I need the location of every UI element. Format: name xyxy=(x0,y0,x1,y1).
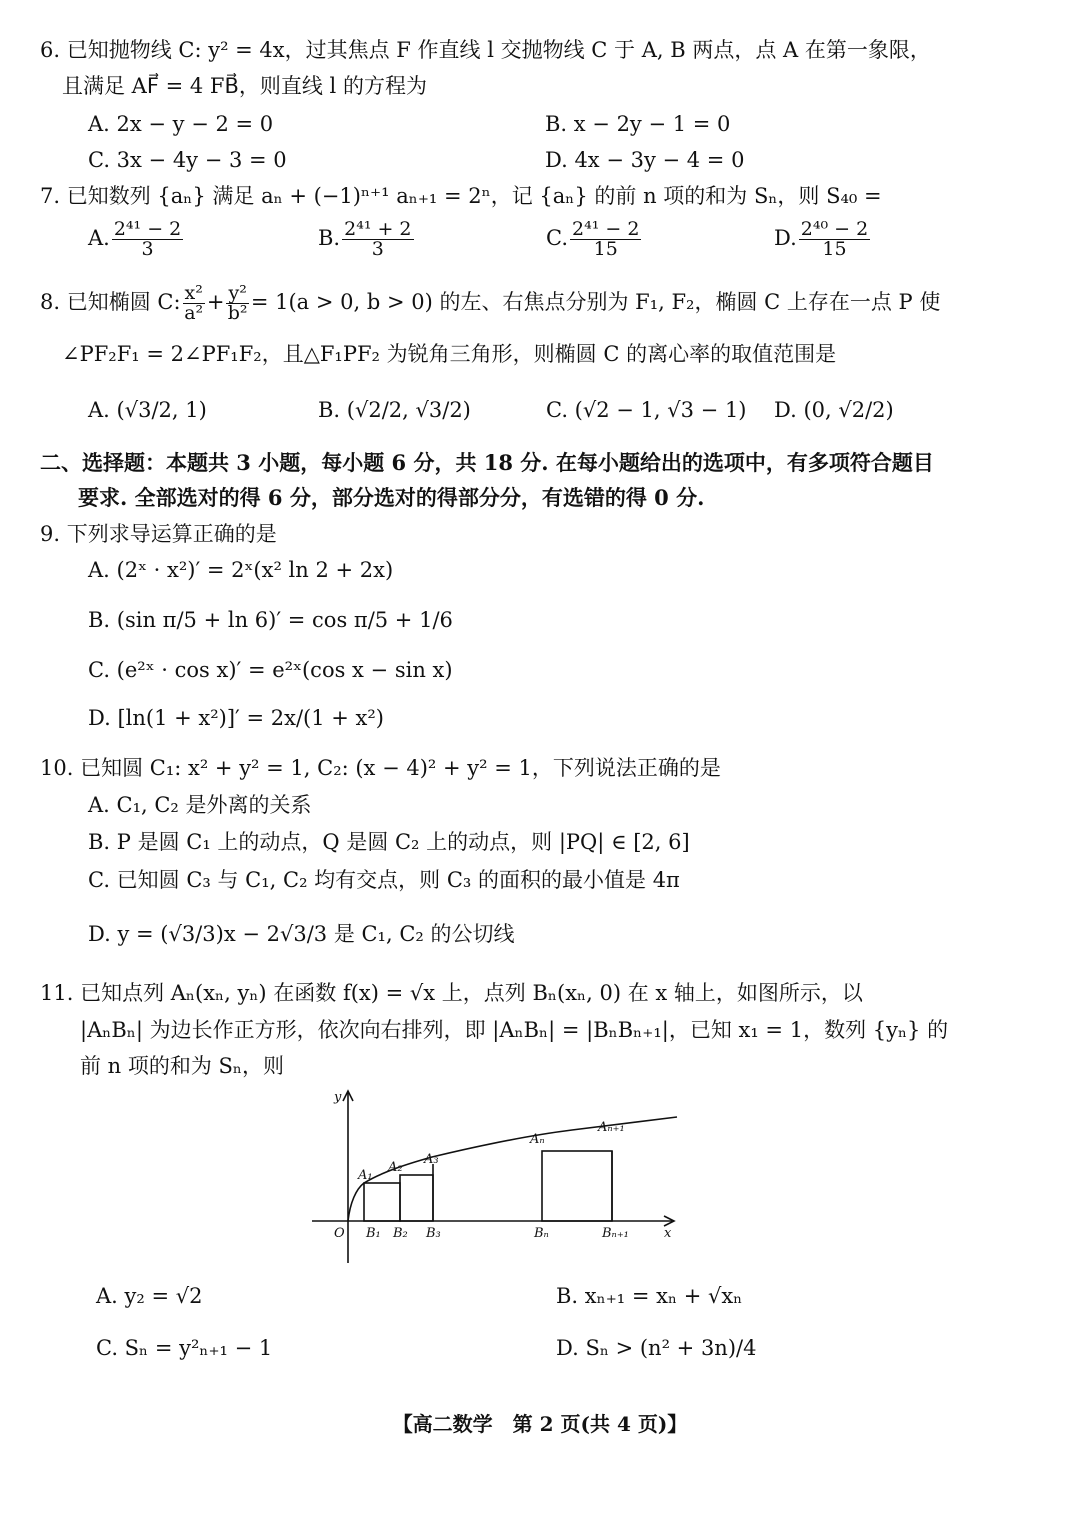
label-b1: B₁ xyxy=(366,1226,381,1241)
q8-stem-line2: ∠PF₂F₁ = 2∠PF₁F₂，且△F₁PF₂ 为锐角三角形，则椭圆 C 的离心率的取值范围是 xyxy=(62,342,837,366)
q8-stem-line1: 8. 已知椭圆 C: $\frac{\text{x²}}{\text{a²}}$ + $\frac{\text{y²}}{\text{b²}}$ = 1(a > 0, b > 0) 的左、右焦点分别为 F₁, F₂，椭圆 C 上存在一点 P 使 xyxy=(40,282,941,324)
q6-option-b: B. x − 2y − 1 = 0 xyxy=(545,112,731,136)
origin-label: O xyxy=(334,1226,345,1241)
section2-heading-line2: 要求. 全部选对的得 6 分，部分选对的得部分分，有选错的得 0 分. xyxy=(78,485,705,510)
y-axis-label: y xyxy=(334,1090,342,1105)
q8-option-d: D. (0, √2/2) xyxy=(774,398,894,422)
sqrt-function-figure xyxy=(312,1085,692,1267)
q8-option-a: A. (√3/2, 1) xyxy=(88,398,207,422)
q11-stem-line2: |AₙBₙ| 为边长作正方形，依次向右排列，即 |AₙBₙ| = |BₙBₙ₊₁|，已知 x₁ = 1，数列 {yₙ} 的 xyxy=(80,1018,949,1042)
label-a3: A₃ xyxy=(424,1152,439,1167)
q10-option-b: B. P 是圆 C₁ 上的动点，Q 是圆 C₂ 上的动点，则 |PQ| ∈ [2, 6] xyxy=(88,830,690,854)
label-an: Aₙ xyxy=(530,1132,545,1147)
page-footer: 【高二数学 第 2 页(共 4 页)】 xyxy=(392,1412,688,1436)
q10-option-c: C. 已知圆 C₃ 与 C₁, C₂ 均有交点，则 C₃ 的面积的最小值是 4π xyxy=(88,868,680,892)
label-b2: B₂ xyxy=(393,1226,408,1241)
label-b3: B₃ xyxy=(426,1226,441,1241)
q6-option-a: A. 2x − y − 2 = 0 xyxy=(88,112,274,136)
q9-option-b: B. (sin π/5 + ln 6)′ = cos π/5 + 1/6 xyxy=(88,608,453,632)
q8-option-c: C. (√2 − 1, √3 − 1) xyxy=(546,398,747,422)
q7-option-b: B. $\frac{\text{2⁴¹ + 2}}{3}$ xyxy=(318,218,412,260)
square-2 xyxy=(400,1175,433,1221)
label-bn1: Bₙ₊₁ xyxy=(602,1226,629,1241)
q11-stem-line3: 前 n 项的和为 Sₙ，则 xyxy=(80,1054,285,1078)
q8-option-b: B. (√2/2, √3/2) xyxy=(318,398,471,422)
q6-option-c: C. 3x − 4y − 3 = 0 xyxy=(88,148,287,172)
q10-option-a: A. C₁, C₂ 是外离的关系 xyxy=(88,793,312,817)
q9-option-a: A. (2ˣ · x²)′ = 2ˣ(x² ln 2 + 2x) xyxy=(88,558,394,582)
label-an1: Aₙ₊₁ xyxy=(598,1120,625,1135)
section2-heading-line1: 二、选择题：本题共 3 小题，每小题 6 分，共 18 分. 在每小题给出的选项中，有多项符合题目 xyxy=(40,450,934,475)
q9-option-c: C. (e²ˣ · cos x)′ = e²ˣ(cos x − sin x) xyxy=(88,658,453,682)
label-bn: Bₙ xyxy=(534,1226,549,1241)
q6-option-d: D. 4x − 3y − 4 = 0 xyxy=(545,148,745,172)
q11-option-c: C. Sₙ = y²ₙ₊₁ − 1 xyxy=(96,1336,273,1360)
label-a1: A₁ xyxy=(358,1168,373,1183)
q11-option-b: B. xₙ₊₁ = xₙ + √xₙ xyxy=(556,1284,743,1308)
x-axis-label: x xyxy=(664,1226,672,1241)
q9-stem: 9. 下列求导运算正确的是 xyxy=(40,522,277,546)
q9-option-d: D. [ln(1 + x²)]′ = 2x/(1 + x²) xyxy=(88,706,384,730)
q6-stem-line2: 且满足 AF⃗ = 4 FB⃗，则直线 l 的方程为 xyxy=(62,74,427,98)
q11-stem-line1: 11. 已知点列 Aₙ(xₙ, yₙ) 在函数 f(x) = √x 上，点列 Bₙ(xₙ, 0) 在 x 轴上，如图所示，以 xyxy=(40,981,863,1005)
q7-option-a: A. $\frac{\text{2⁴¹ − 2}}{3}$ xyxy=(88,218,182,260)
q10-option-d: D. y = (√3/3)x − 2√3/3 是 C₁, C₂ 的公切线 xyxy=(88,922,515,946)
square-1 xyxy=(364,1183,400,1221)
q10-stem: 10. 已知圆 C₁: x² + y² = 1, C₂: (x − 4)² + y² = 1，下列说法正确的是 xyxy=(40,756,721,780)
q7-stem: 7. 已知数列 {aₙ} 满足 aₙ + (−1)ⁿ⁺¹ aₙ₊₁ = 2ⁿ，记 {aₙ} 的前 n 项的和为 Sₙ，则 S₄₀ = xyxy=(40,184,882,208)
q11-option-d: D. Sₙ > (n² + 3n)/4 xyxy=(556,1336,757,1360)
q7-option-d: D. $\frac{\text{2⁴⁰ − 2}}{15}$ xyxy=(774,218,869,260)
label-a2: A₂ xyxy=(388,1160,403,1175)
q7-option-c: C. $\frac{\text{2⁴¹ − 2}}{15}$ xyxy=(546,218,640,260)
square-n xyxy=(542,1151,612,1221)
q11-option-a: A. y₂ = √2 xyxy=(96,1284,203,1308)
q6-stem-line1: 6. 已知抛物线 C: y² = 4x，过其焦点 F 作直线 l 交抛物线 C 于 A, B 两点，点 A 在第一象限， xyxy=(40,38,931,62)
